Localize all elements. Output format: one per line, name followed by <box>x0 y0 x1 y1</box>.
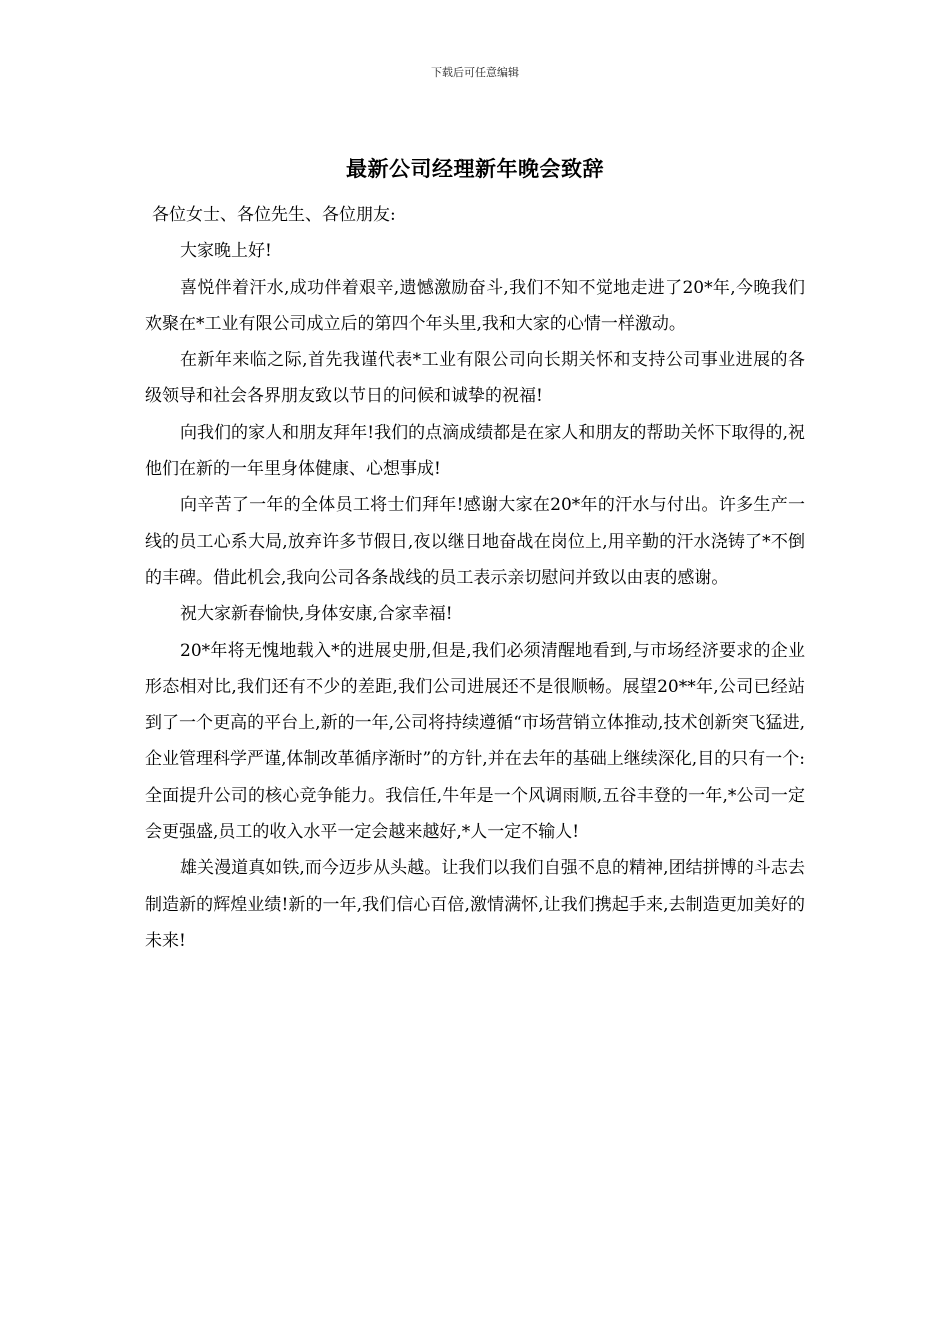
paragraph-greeting: 大家晚上好! <box>180 241 272 262</box>
paragraph-thanks-staff: 向辛苦了一年的全体员工将士们拜年!感谢大家在20*年的汗水与付出。许多生产一线的员工心系大局,放弃许多节假日,夜以继日地奋战在岗位上,用辛勤的汗水浇铸了*不倒的丰碑。借此机会,我向公司各条战线的员工表示亲切慰问并致以由衷的感谢。 <box>145 495 805 588</box>
page-header-note: 下载后可任意编辑 <box>431 66 519 79</box>
paragraph-outlook: 20*年将无愧地载入*的进展史册,但是,我们必须清醒地看到,与市场经济要求的企业形态相对比,我们还有不少的差距,我们公司进展还不是很顺畅。展望20**年,公司已经站到了一个更高的平台上,新的一年,公司将持续遵循“市场营销立体推动,技术创新突飞猛进,企业管理科学严谨,体制改革循序渐时”的方针,并在去年的基础上继续深化,目的只有一个:全面提升公司的核心竞争能力。我信任,牛年是一个风调雨顺,五谷丰登的一年,*公司一定会更强盛,员工的收入水平一定会越来越好,*人一定不输人! <box>145 640 805 843</box>
paragraph-thanks-leaders: 在新年来临之际,首先我谨代表*工业有限公司向长期关怀和支持公司事业进展的各级领导和社会各界朋友致以节日的问候和诚挚的祝福! <box>145 350 805 407</box>
paragraph-opening: 喜悦伴着汗水,成功伴着艰辛,遗憾激励奋斗,我们不知不觉地走进了20*年,今晚我们欢聚在*工业有限公司成立后的第四个年头里,我和大家的心情一样激动。 <box>145 277 805 334</box>
document-body <box>145 197 805 959</box>
paragraph-closing: 雄关漫道真如铁,而今迈步从头越。让我们以我们自强不息的精神,团结拼博的斗志去制造新的辉煌业绩!新的一年,我们信心百倍,激情满怀,让我们携起手来,去制造更加美好的未来! <box>145 858 805 951</box>
document-title: 最新公司经理新年晚会致辞 <box>346 156 604 181</box>
paragraph-thanks-family: 向我们的家人和朋友拜年!我们的点滴成绩都是在家人和朋友的帮助关怀下取得的,祝他们在新的一年里身体健康、心想事成! <box>145 422 805 480</box>
salutation: 各位女士、各位先生、各位朋友: <box>152 205 396 225</box>
paragraph-wishes: 祝大家新春愉快,身体安康,合家幸福! <box>180 604 453 625</box>
